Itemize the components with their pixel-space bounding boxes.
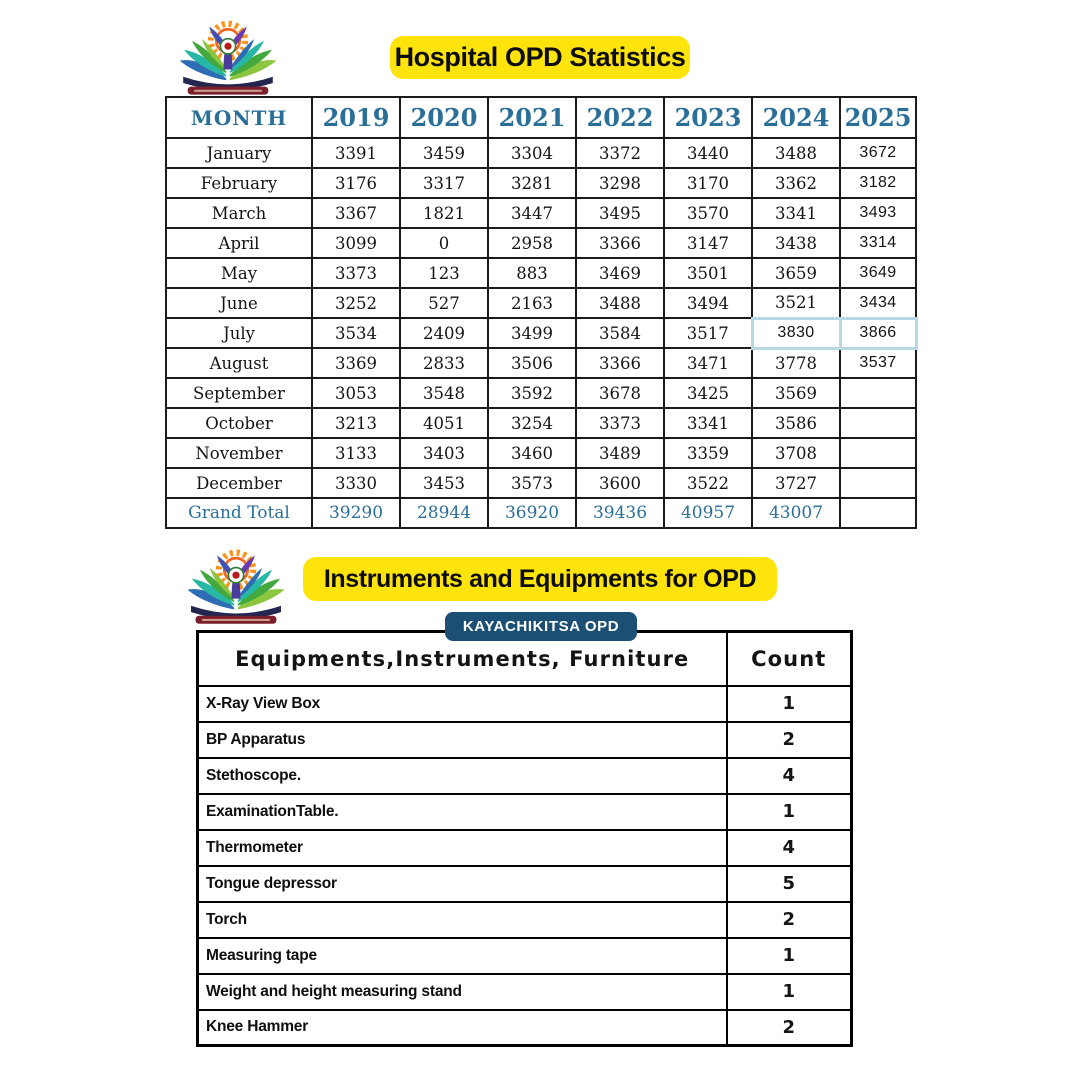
value-cell: 883 xyxy=(488,258,576,288)
value-cell: 3471 xyxy=(664,348,752,378)
value-cell: 3522 xyxy=(664,468,752,498)
value-cell: 1821 xyxy=(400,198,488,228)
year-header-cell-2020: 2020 xyxy=(400,97,488,138)
month-cell: January xyxy=(166,138,312,168)
equipment-row xyxy=(198,794,852,830)
value-cell: 3254 xyxy=(488,408,576,438)
month-cell: September xyxy=(166,378,312,408)
month-cell: November xyxy=(166,438,312,468)
count-cell: 4 xyxy=(727,758,852,794)
value-cell: 3133 xyxy=(312,438,400,468)
month-header-cell: MONTH xyxy=(166,97,312,138)
college-logo xyxy=(171,14,285,100)
value-cell: 3341 xyxy=(664,408,752,438)
month-cell: October xyxy=(166,408,312,438)
count-cell: 2 xyxy=(727,1010,852,1046)
equipment-name-cell: BP Apparatus xyxy=(198,722,727,758)
year-header-cell-2024: 2024 xyxy=(752,97,840,138)
equipment-row xyxy=(198,830,852,866)
grand-total-value-cell: 36920 xyxy=(488,498,576,528)
value-cell: 3494 xyxy=(664,288,752,318)
value-cell: 0 xyxy=(400,228,488,258)
value-cell: 3570 xyxy=(664,198,752,228)
value-cell: 3584 xyxy=(576,318,664,348)
value-cell: 3366 xyxy=(576,228,664,258)
equipment-row xyxy=(198,722,852,758)
value-cell: 3521 xyxy=(752,288,840,318)
value-cell: 3252 xyxy=(312,288,400,318)
value-cell: 3600 xyxy=(576,468,664,498)
value-cell xyxy=(840,438,916,468)
value-cell: 2833 xyxy=(400,348,488,378)
value-cell: 3099 xyxy=(312,228,400,258)
value-cell: 3460 xyxy=(488,438,576,468)
value-cell: 3488 xyxy=(752,138,840,168)
count-cell: 5 xyxy=(727,866,852,902)
value-cell: 3373 xyxy=(312,258,400,288)
value-cell: 3447 xyxy=(488,198,576,228)
table-row xyxy=(166,198,916,228)
table-header-row xyxy=(166,97,916,138)
month-cell: May xyxy=(166,258,312,288)
table-row xyxy=(166,258,916,288)
instruments-title xyxy=(303,557,777,601)
value-cell: 3534 xyxy=(312,318,400,348)
equipment-name-cell: ExaminationTable. xyxy=(198,794,727,830)
value-cell: 3672 xyxy=(840,138,916,168)
value-cell: 3147 xyxy=(664,228,752,258)
value-cell: 3330 xyxy=(312,468,400,498)
opd-statistics-table-container xyxy=(165,96,918,529)
month-cell: June xyxy=(166,288,312,318)
grand-total-value-cell: 28944 xyxy=(400,498,488,528)
table-row xyxy=(166,138,916,168)
value-cell: 3425 xyxy=(664,378,752,408)
table-row xyxy=(166,288,916,318)
month-cell: December xyxy=(166,468,312,498)
year-header-cell-2022: 2022 xyxy=(576,97,664,138)
value-cell: 3488 xyxy=(576,288,664,318)
value-cell: 3469 xyxy=(576,258,664,288)
value-cell: 3053 xyxy=(312,378,400,408)
value-cell: 3778 xyxy=(752,348,840,378)
year-header-cell-2021: 2021 xyxy=(488,97,576,138)
value-cell: 3170 xyxy=(664,168,752,198)
value-cell: 3548 xyxy=(400,378,488,408)
value-cell: 3440 xyxy=(664,138,752,168)
kayachikitsa-opd-badge-text: KAYACHIKITSA OPD xyxy=(462,618,620,635)
value-cell: 3708 xyxy=(752,438,840,468)
opd-statistics-table xyxy=(165,96,918,529)
year-header-cell-2019: 2019 xyxy=(312,97,400,138)
count-cell: 4 xyxy=(727,830,852,866)
table-row xyxy=(166,228,916,258)
value-cell: 3517 xyxy=(664,318,752,348)
value-cell: 3434 xyxy=(840,288,916,318)
value-cell: 3569 xyxy=(752,378,840,408)
value-cell: 3314 xyxy=(840,228,916,258)
college-logo xyxy=(182,541,290,631)
count-cell: 2 xyxy=(727,722,852,758)
value-cell: 3592 xyxy=(488,378,576,408)
value-cell: 3373 xyxy=(576,408,664,438)
grand-total-value-cell: 39436 xyxy=(576,498,664,528)
value-cell: 3727 xyxy=(752,468,840,498)
value-cell: 3678 xyxy=(576,378,664,408)
opd-statistics-title-text: Hospital OPD Statistics xyxy=(394,42,686,72)
equipment-row xyxy=(198,686,852,722)
value-cell: 3369 xyxy=(312,348,400,378)
count-cell: 1 xyxy=(727,938,852,974)
month-cell: April xyxy=(166,228,312,258)
equipment-name-cell: Thermometer xyxy=(198,830,727,866)
year-header-cell-2025: 2025 xyxy=(840,97,916,138)
value-cell: 3362 xyxy=(752,168,840,198)
table-row xyxy=(166,378,916,408)
value-cell: 3453 xyxy=(400,468,488,498)
grand-total-label-cell: Grand Total xyxy=(166,498,312,528)
value-cell: 3372 xyxy=(576,138,664,168)
grand-total-value-cell: 43007 xyxy=(752,498,840,528)
month-cell: March xyxy=(166,198,312,228)
month-cell: August xyxy=(166,348,312,378)
grand-total-value-cell: 40957 xyxy=(664,498,752,528)
equipment-name-cell: Measuring tape xyxy=(198,938,727,974)
equipment-row xyxy=(198,866,852,902)
grand-total-value-cell xyxy=(840,498,916,528)
instruments-title-text: Instruments and Equipments for OPD xyxy=(323,564,757,593)
equipment-row xyxy=(198,974,852,1010)
value-cell: 3489 xyxy=(576,438,664,468)
value-cell: 527 xyxy=(400,288,488,318)
highlighted-value-cell: 3866 xyxy=(840,318,916,348)
equipment-name-cell: Torch xyxy=(198,902,727,938)
value-cell xyxy=(840,468,916,498)
value-cell: 3495 xyxy=(576,198,664,228)
table-row xyxy=(166,168,916,198)
value-cell: 3499 xyxy=(488,318,576,348)
equipment-table-container xyxy=(196,630,853,1047)
highlighted-value-cell: 3830 xyxy=(752,318,840,348)
equipment-header-cell: Equipments,Instruments, Furniture xyxy=(198,632,727,686)
equipment-name-cell: Knee Hammer xyxy=(198,1010,727,1046)
value-cell: 3367 xyxy=(312,198,400,228)
equipment-row xyxy=(198,1010,852,1046)
value-cell: 3506 xyxy=(488,348,576,378)
equipment-row xyxy=(198,758,852,794)
college-emblem-icon xyxy=(171,14,285,100)
value-cell: 3182 xyxy=(840,168,916,198)
value-cell: 3341 xyxy=(752,198,840,228)
equipment-name-cell: Tongue depressor xyxy=(198,866,727,902)
opd-statistics-title xyxy=(390,36,690,79)
value-cell: 2958 xyxy=(488,228,576,258)
month-cell: February xyxy=(166,168,312,198)
count-cell: 1 xyxy=(727,974,852,1010)
college-emblem-icon xyxy=(182,541,290,631)
value-cell: 3493 xyxy=(840,198,916,228)
value-cell: 3659 xyxy=(752,258,840,288)
value-cell xyxy=(840,378,916,408)
value-cell: 3573 xyxy=(488,468,576,498)
equipment-name-cell: Weight and height measuring stand xyxy=(198,974,727,1010)
equipment-row xyxy=(198,902,852,938)
value-cell: 3537 xyxy=(840,348,916,378)
kayachikitsa-opd-badge xyxy=(445,612,637,641)
equipment-row xyxy=(198,938,852,974)
equipment-name-cell: Stethoscope. xyxy=(198,758,727,794)
count-cell: 1 xyxy=(727,794,852,830)
table-row xyxy=(166,348,916,378)
value-cell: 4051 xyxy=(400,408,488,438)
value-cell: 3281 xyxy=(488,168,576,198)
value-cell: 3304 xyxy=(488,138,576,168)
value-cell: 3649 xyxy=(840,258,916,288)
value-cell: 3459 xyxy=(400,138,488,168)
year-header-cell-2023: 2023 xyxy=(664,97,752,138)
equipment-name-cell: X-Ray View Box xyxy=(198,686,727,722)
table-row xyxy=(166,408,916,438)
value-cell: 3391 xyxy=(312,138,400,168)
value-cell: 3176 xyxy=(312,168,400,198)
value-cell: 3438 xyxy=(752,228,840,258)
table-row xyxy=(166,438,916,468)
value-cell: 3403 xyxy=(400,438,488,468)
value-cell: 2409 xyxy=(400,318,488,348)
count-cell: 1 xyxy=(727,686,852,722)
value-cell: 2163 xyxy=(488,288,576,318)
value-cell: 3359 xyxy=(664,438,752,468)
table-row xyxy=(166,468,916,498)
grand-total-value-cell: 39290 xyxy=(312,498,400,528)
count-cell: 2 xyxy=(727,902,852,938)
value-cell: 3586 xyxy=(752,408,840,438)
value-cell: 3317 xyxy=(400,168,488,198)
value-cell: 123 xyxy=(400,258,488,288)
month-cell: July xyxy=(166,318,312,348)
value-cell: 3366 xyxy=(576,348,664,378)
value-cell: 3213 xyxy=(312,408,400,438)
count-header-cell: Count xyxy=(727,632,852,686)
equipment-table xyxy=(196,630,853,1047)
grand-total-row xyxy=(166,498,916,528)
table-row xyxy=(166,318,916,348)
value-cell xyxy=(840,408,916,438)
value-cell: 3298 xyxy=(576,168,664,198)
value-cell: 3501 xyxy=(664,258,752,288)
